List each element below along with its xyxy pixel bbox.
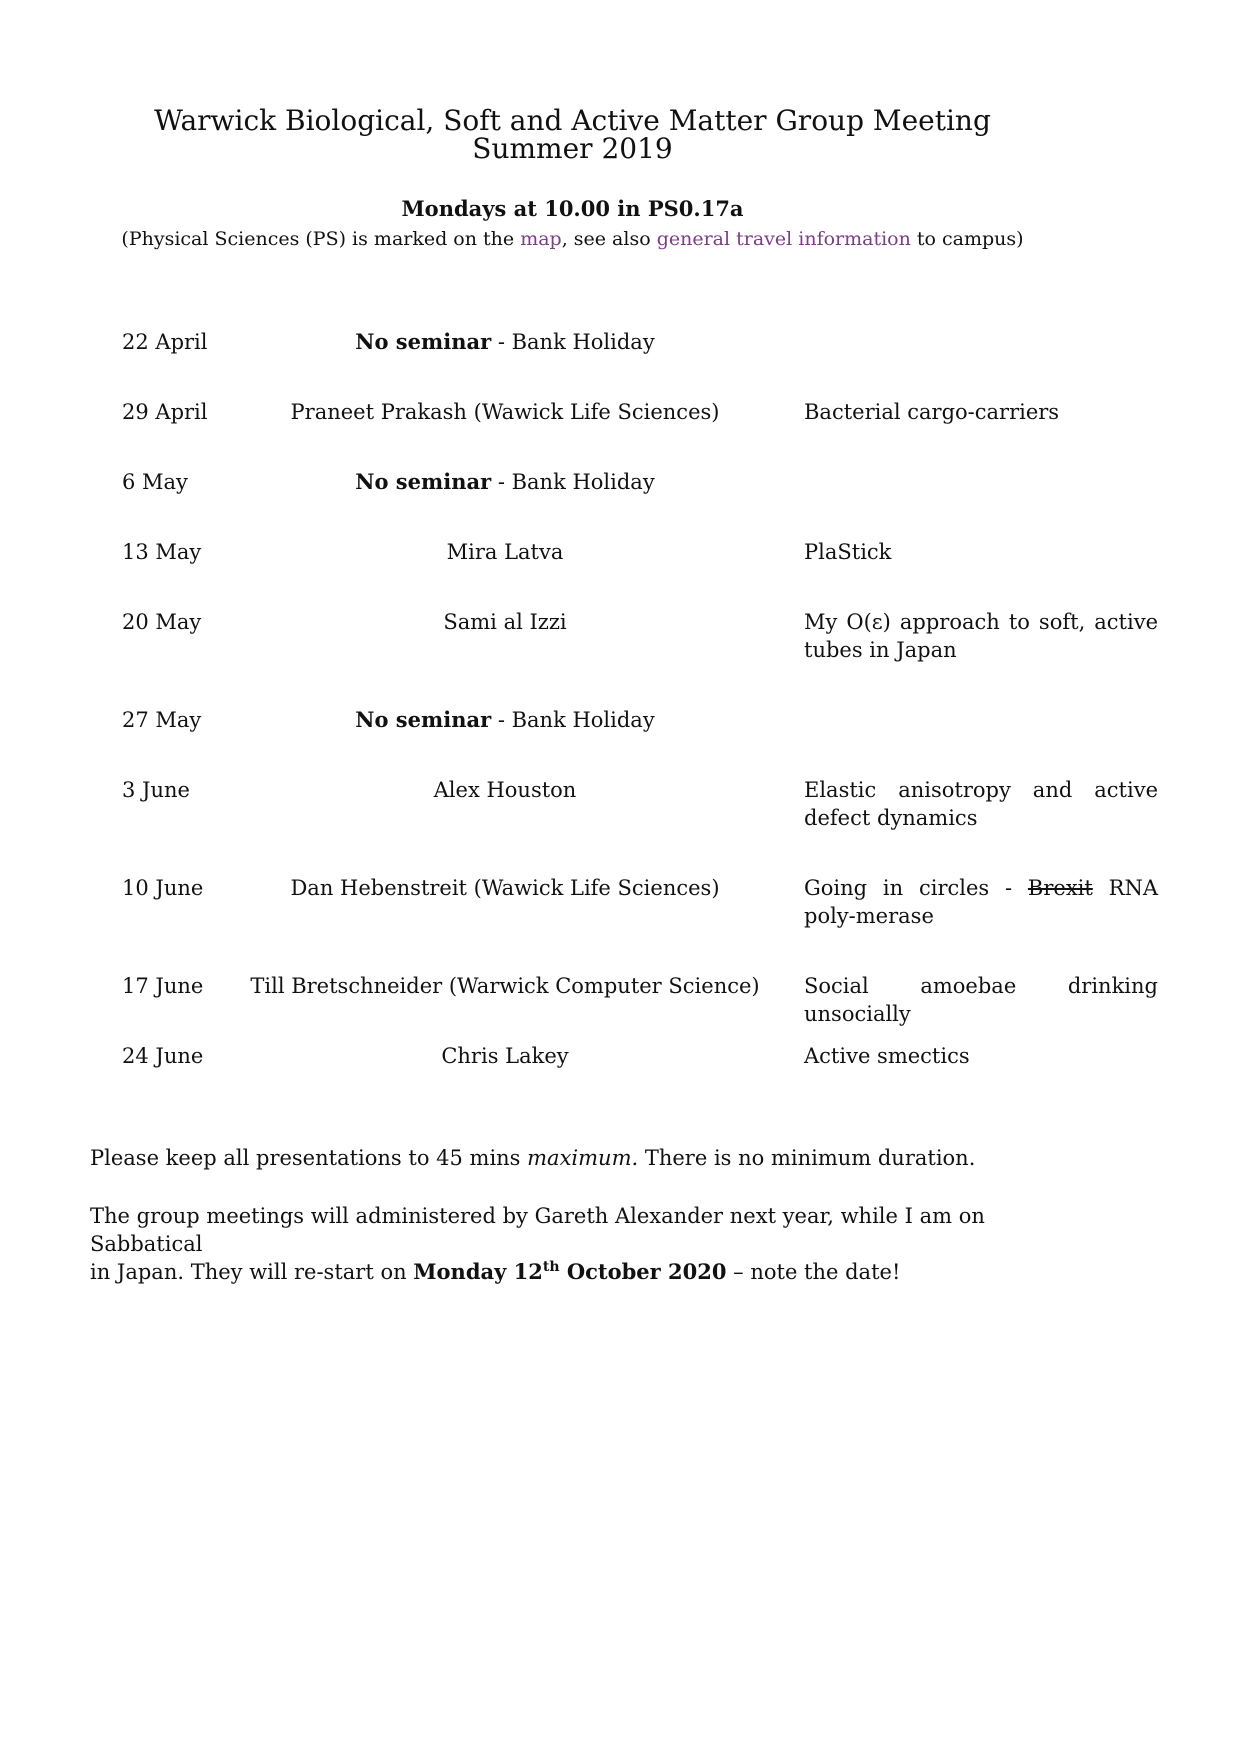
info-suffix: to campus) [910,228,1024,250]
map-link[interactable]: map [520,228,562,250]
page-title: Warwick Biological, Soft and Active Matter Group Meeting [154,104,991,137]
note2-line2 [90,1258,1090,1286]
row-date: 22 April [122,330,208,354]
no-seminar-label: No seminar [355,469,492,494]
ordinal-suffix: th [542,1259,560,1275]
row-speaker: Alex Houston [433,778,577,802]
duration-note [90,1144,1090,1172]
note2-pre: in Japan. They will re-start on [90,1260,414,1284]
meeting-time-location: Mondays at 10.00 in PS0.17a [401,196,744,221]
restart-day: Monday 12 [413,1259,543,1284]
restart-note [90,1202,1090,1286]
travel-info-link[interactable]: general travel information [656,228,911,250]
row-date: 6 May [122,470,188,494]
row-date: 29 April [122,400,208,424]
row-speaker [240,328,770,356]
speaker-text: - Bank Holiday [491,708,655,732]
restart-month-year: October 2020 [559,1259,727,1284]
row-topic: Bacterial cargo-carriers [804,400,1060,424]
location-info [0,228,1145,250]
note1-pre: Please keep all presentations to 45 mins [90,1146,528,1170]
note1-post: There is no minimum duration. [638,1146,976,1170]
row-speaker: Dan Hebenstreit (Wawick Life Sciences) [290,876,720,900]
row-speaker: Mira Latva [446,540,564,564]
row-date: 13 May [122,540,202,564]
row-topic: Active smectics [804,1044,970,1068]
row-speaker [240,706,770,734]
note1-italic: maximum. [527,1146,639,1170]
info-middle: , see also [561,228,657,250]
row-speaker [240,468,770,496]
row-speaker: Till Bretschneider (Warwick Computer Science) [250,974,760,998]
row-topic: PlaStick [804,540,892,564]
no-seminar-label: No seminar [355,329,492,354]
row-speaker: Sami al Izzi [443,610,567,634]
restart-date [413,1259,726,1284]
row-date: 20 May [122,610,202,634]
topic-pre: Going in circles - [804,876,1028,900]
topic-post: RNA poly-merase [804,876,1158,928]
row-date: 10 June [122,876,204,900]
note2-post: – note the date! [726,1260,901,1284]
row-speaker: Praneet Prakash (Wawick Life Sciences) [290,400,720,424]
note2-line1: The group meetings will administered by Gareth Alexander next year, while I am on Sabbatical [90,1204,985,1256]
row-topic: Social amoebae drinking unsocially [804,974,1158,1026]
row-date: 27 May [122,708,202,732]
row-topic: Elastic anisotropy and active defect dynamics [804,778,1158,830]
speaker-text: - Bank Holiday [491,470,655,494]
speaker-text: - Bank Holiday [491,330,655,354]
row-topic [804,874,1158,930]
no-seminar-label: No seminar [355,707,492,732]
row-date: 3 June [122,778,190,802]
row-speaker: Chris Lakey [441,1044,569,1068]
page-subtitle-term: Summer 2019 [472,132,673,165]
row-topic: My O(ε) approach to soft, active tubes in Japan [804,610,1158,662]
row-date: 24 June [122,1044,204,1068]
info-prefix: (Physical Sciences (PS) is marked on the [121,228,521,250]
row-date: 17 June [122,974,204,998]
struck-word: Brexit [1027,876,1093,900]
